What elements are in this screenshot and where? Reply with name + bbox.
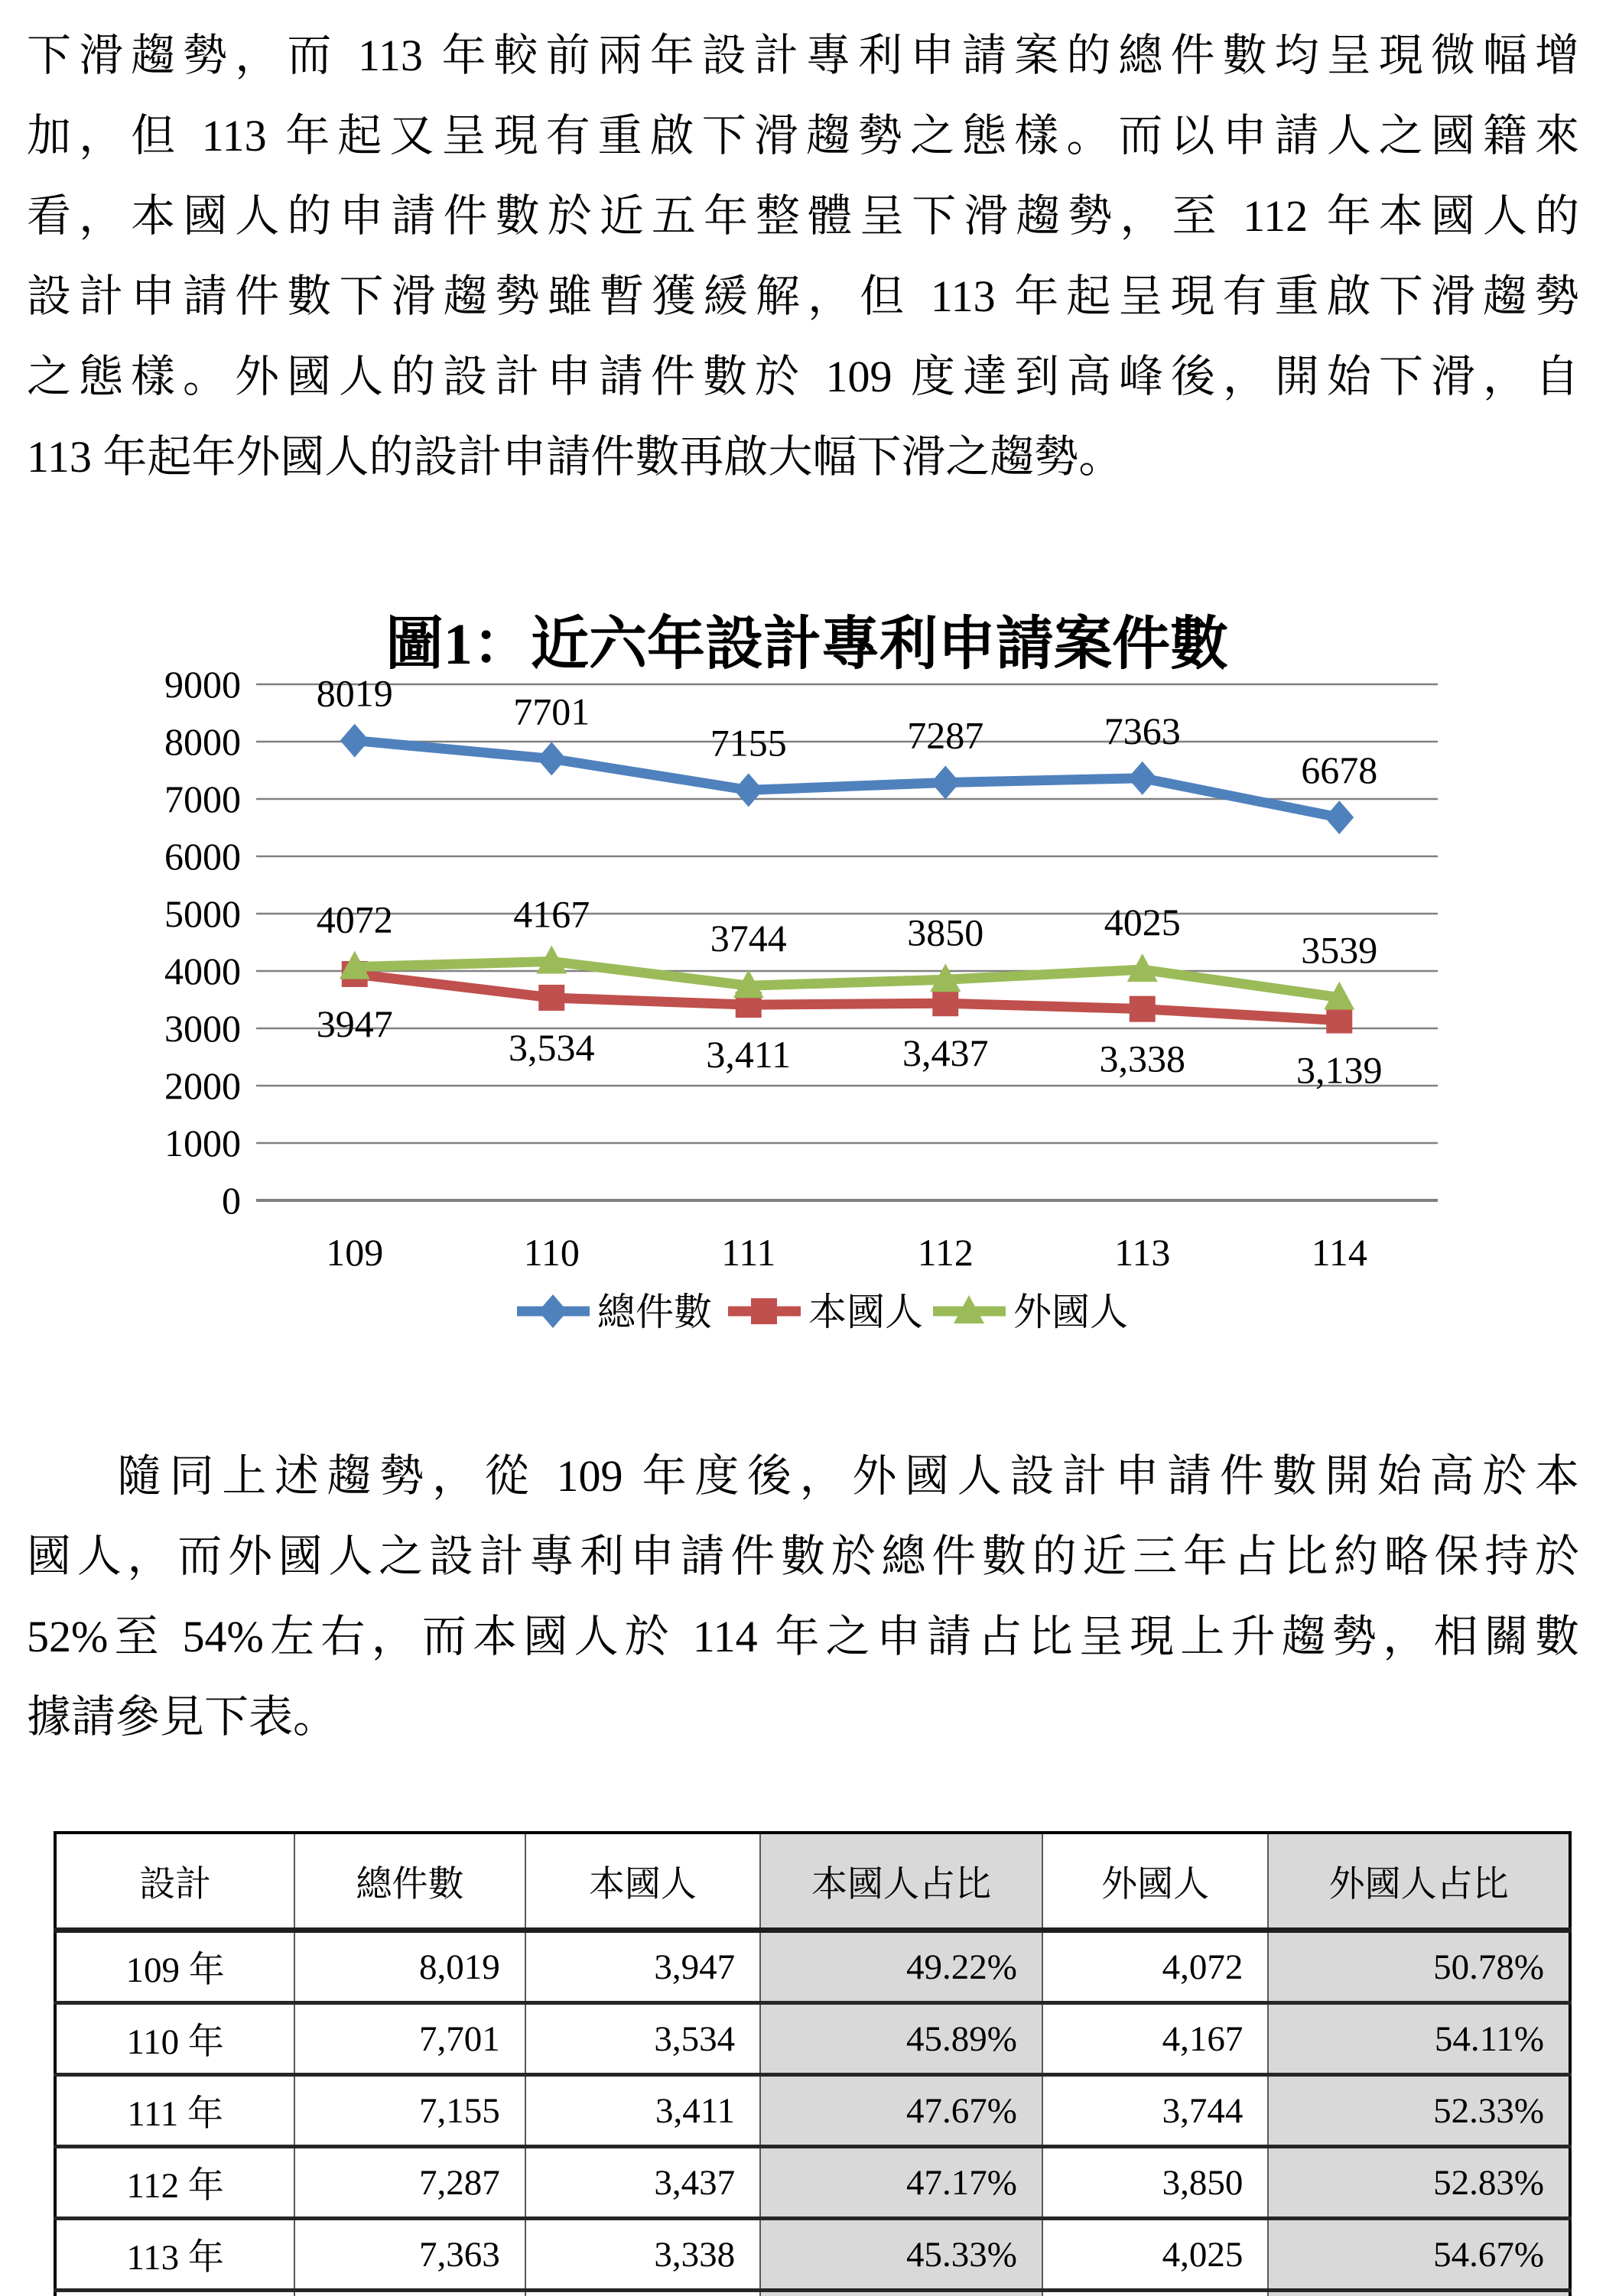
table-row-partial bbox=[55, 2291, 1570, 2296]
paragraph-line: 設計申請件數下滑趨勢雖暫獲緩解，但 113 年起呈現有重啟下滑趨勢 bbox=[27, 271, 1579, 321]
table-cell: 47.17% bbox=[760, 2147, 1042, 2219]
y-axis-tick-label: 8000 bbox=[164, 720, 241, 763]
table-cell: 112 年 bbox=[55, 2147, 294, 2219]
diamond-marker-icon bbox=[340, 724, 369, 758]
data-label-domestic: 3947 bbox=[316, 1002, 393, 1045]
column-header: 本國人占比 bbox=[760, 1833, 1042, 1931]
data-label-total: 7701 bbox=[513, 690, 590, 733]
data-label-foreign: 4167 bbox=[513, 892, 590, 936]
table-cell: 110 年 bbox=[55, 2003, 294, 2075]
x-axis-tick-label: 112 bbox=[917, 1231, 974, 1274]
table-cell bbox=[294, 2291, 525, 2296]
x-axis-tick-label: 111 bbox=[721, 1231, 776, 1274]
square-marker-icon bbox=[1326, 1008, 1352, 1034]
table-cell: 3,411 bbox=[525, 2075, 760, 2147]
table-cell: 52.33% bbox=[1268, 2075, 1570, 2147]
legend-item-domestic: 本國人 bbox=[808, 1291, 923, 1333]
x-axis-tick-label: 114 bbox=[1311, 1231, 1367, 1274]
table-cell: 52.83% bbox=[1268, 2147, 1570, 2219]
column-header: 外國人占比 bbox=[1268, 1833, 1570, 1931]
y-axis-tick-label: 9000 bbox=[164, 663, 241, 706]
table-cell: 3,534 bbox=[525, 2003, 760, 2075]
paragraph-line: 隨同上述趨勢，從 109 年度後，外國人設計申請件數開始高於本 bbox=[117, 1451, 1579, 1501]
x-axis-tick-label: 113 bbox=[1114, 1231, 1171, 1274]
table-cell bbox=[1042, 2291, 1268, 2296]
diamond-marker-icon bbox=[1325, 801, 1354, 834]
diamond-marker-icon bbox=[734, 773, 763, 807]
diamond-marker-icon bbox=[931, 765, 960, 799]
table-cell: 45.33% bbox=[760, 2219, 1042, 2291]
paragraph-line: 國人，而外國人之設計專利申請件數於總件數的近三年占比約略保持於 bbox=[27, 1531, 1579, 1581]
paragraph-line: 據請參見下表。 bbox=[27, 1692, 338, 1742]
table-cell: 7,363 bbox=[294, 2219, 525, 2291]
data-label-total: 8019 bbox=[316, 671, 393, 715]
y-axis-tick-label: 5000 bbox=[164, 892, 241, 935]
square-marker-icon bbox=[538, 985, 564, 1011]
table-cell bbox=[760, 2291, 1042, 2296]
paragraph-1 bbox=[27, 15, 1579, 497]
table-row bbox=[55, 2075, 1570, 2147]
table-cell: 3,947 bbox=[525, 1931, 760, 2003]
figure-1-chart bbox=[0, 535, 1606, 1384]
data-label-total: 7363 bbox=[1104, 709, 1181, 752]
table-cell: 3,437 bbox=[525, 2147, 760, 2219]
table-row bbox=[55, 2219, 1570, 2291]
table-cell: 4,025 bbox=[1042, 2219, 1268, 2291]
data-label-foreign: 4025 bbox=[1104, 901, 1181, 944]
data-label-domestic: 3,411 bbox=[706, 1033, 792, 1077]
table-cell: 3,744 bbox=[1042, 2075, 1268, 2147]
y-axis-tick-label: 3000 bbox=[164, 1007, 241, 1050]
column-header: 本國人 bbox=[525, 1833, 760, 1931]
paragraph-line: 113 年起年外國人的設計申請件數再啟大幅下滑之趨勢。 bbox=[27, 432, 1123, 482]
y-axis-tick-label: 0 bbox=[222, 1179, 241, 1222]
paragraph-line: 之態樣。外國人的設計申請件數於 109 度達到高峰後，開始下滑，自 bbox=[27, 352, 1579, 401]
data-label-foreign: 3850 bbox=[907, 911, 984, 954]
table-cell: 47.67% bbox=[760, 2075, 1042, 2147]
square-marker-icon bbox=[932, 990, 958, 1016]
table-cell: 113 年 bbox=[55, 2219, 294, 2291]
table-cell: 7,155 bbox=[294, 2075, 525, 2147]
paragraph-line: 加，但 113 年起又呈現有重啟下滑趨勢之態樣。而以申請人之國籍來 bbox=[27, 111, 1579, 161]
y-axis-tick-label: 4000 bbox=[164, 950, 241, 992]
series-line-total bbox=[355, 741, 1340, 818]
diamond-marker-icon bbox=[1128, 762, 1157, 795]
y-axis-tick-label: 1000 bbox=[164, 1122, 241, 1164]
data-label-domestic: 3,139 bbox=[1296, 1048, 1383, 1092]
table-cell: 7,701 bbox=[294, 2003, 525, 2075]
data-label-total: 6678 bbox=[1301, 749, 1378, 792]
x-axis-tick-label: 110 bbox=[523, 1231, 580, 1274]
square-marker-icon bbox=[1130, 996, 1156, 1022]
applications-table bbox=[54, 1831, 1572, 2296]
data-label-domestic: 3,338 bbox=[1099, 1037, 1185, 1080]
table-cell: 4,167 bbox=[1042, 2003, 1268, 2075]
data-label-foreign: 3539 bbox=[1301, 928, 1378, 972]
data-label-total: 7287 bbox=[907, 713, 984, 757]
table-cell: 8,019 bbox=[294, 1931, 525, 2003]
table-cell bbox=[55, 2291, 294, 2296]
table-cell bbox=[1268, 2291, 1570, 2296]
table-cell: 111 年 bbox=[55, 2075, 294, 2147]
table-cell: 4,072 bbox=[1042, 1931, 1268, 2003]
data-label-domestic: 3,534 bbox=[509, 1025, 595, 1069]
column-header: 設計 bbox=[55, 1833, 294, 1931]
table-cell: 109 年 bbox=[55, 1931, 294, 2003]
table-cell: 50.78% bbox=[1268, 1931, 1570, 2003]
data-label-foreign: 4072 bbox=[316, 898, 393, 941]
diamond-marker-icon bbox=[537, 742, 566, 775]
chart-canvas bbox=[0, 535, 1606, 1384]
column-header: 外國人 bbox=[1042, 1833, 1268, 1931]
table-header bbox=[55, 1833, 1570, 1931]
table-body bbox=[55, 1931, 1570, 2296]
table-row bbox=[55, 2147, 1570, 2219]
table-cell: 3,850 bbox=[1042, 2147, 1268, 2219]
y-axis-tick-label: 6000 bbox=[164, 835, 241, 878]
table-cell: 45.89% bbox=[760, 2003, 1042, 2075]
chart-title: 圖1：近六年設計專利申請案件數 bbox=[385, 612, 1228, 677]
table-cell: 49.22% bbox=[760, 1931, 1042, 2003]
legend-item-foreign: 外國人 bbox=[1013, 1291, 1128, 1333]
paragraph-line: 52%至 54%左右，而本國人於 114 年之申請占比呈現上升趨勢，相關數 bbox=[27, 1612, 1579, 1661]
table-cell: 3,338 bbox=[525, 2219, 760, 2291]
table-cell: 7,287 bbox=[294, 2147, 525, 2219]
square-marker-icon bbox=[751, 1298, 777, 1324]
y-axis-tick-label: 7000 bbox=[164, 778, 241, 820]
table-row bbox=[55, 1931, 1570, 2003]
data-label-domestic: 3,437 bbox=[902, 1031, 989, 1075]
paragraph-2 bbox=[27, 1436, 1579, 1757]
data-label-total: 7155 bbox=[710, 721, 787, 765]
x-axis-tick-label: 109 bbox=[326, 1231, 384, 1274]
column-header: 總件數 bbox=[294, 1833, 525, 1931]
table-cell: 54.67% bbox=[1268, 2219, 1570, 2291]
legend-item-total: 總件數 bbox=[597, 1291, 712, 1333]
table-cell bbox=[525, 2291, 760, 2296]
table-row bbox=[55, 2003, 1570, 2075]
paragraph-line: 看，本國人的申請件數於近五年整體呈下滑趨勢，至 112 年本國人的 bbox=[27, 191, 1579, 241]
diamond-marker-icon bbox=[538, 1294, 567, 1328]
table-header-row bbox=[55, 1833, 1570, 1931]
table-cell: 54.11% bbox=[1268, 2003, 1570, 2075]
data-label-foreign: 3744 bbox=[710, 917, 787, 960]
paragraph-line: 下滑趨勢，而 113 年較前兩年設計專利申請案的總件數均呈現微幅增 bbox=[27, 31, 1579, 80]
y-axis-tick-label: 2000 bbox=[164, 1064, 241, 1107]
